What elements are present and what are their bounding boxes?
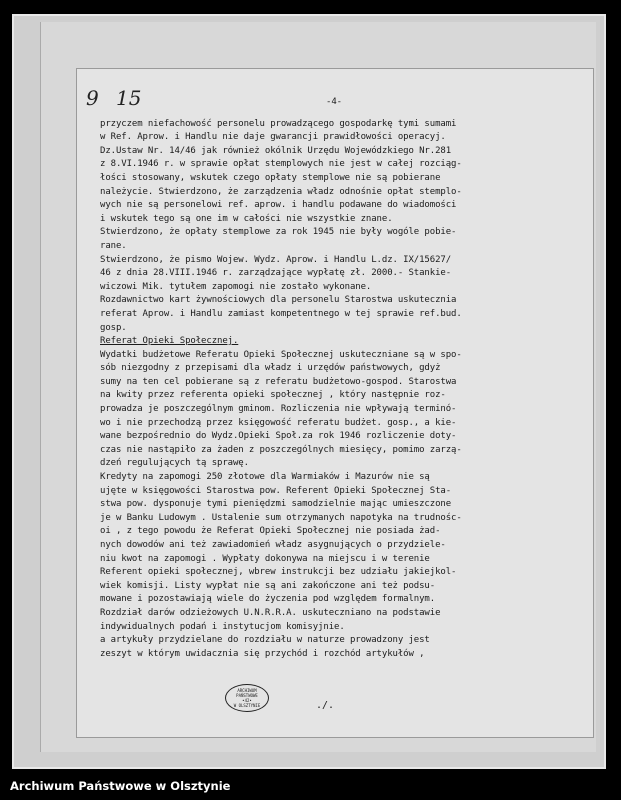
text-line [100, 539, 568, 553]
text-lines [100, 118, 568, 662]
text-line [100, 213, 568, 227]
text-line [100, 172, 568, 186]
text-line [100, 199, 568, 213]
footer-sign: ./. [316, 700, 335, 711]
text-line [100, 267, 568, 281]
text-line [100, 389, 568, 403]
text-line [100, 281, 568, 295]
text-line-content: przyczem niefachowość personelu prowadzącego gospodarkę tymi sumami [100, 118, 457, 129]
text-line [100, 566, 568, 580]
margin-note-first: 9 [86, 86, 99, 110]
text-line [100, 580, 568, 594]
text-line [100, 471, 568, 485]
text-line-content: mowane i pozostawiają wiele do życzenia pod względem formalnym. [100, 594, 436, 605]
text-line [100, 131, 568, 145]
text-line [100, 403, 568, 417]
text-line [100, 634, 568, 648]
text-line-content: indywidualnych podań i instytucjom komisyjnie. [100, 621, 345, 632]
text-line [100, 485, 568, 499]
text-line-content: Rozdawnictwo kart żywnościowych dla personelu Starostwa uskutecznia [100, 295, 457, 306]
text-line-content: Dz.Ustaw Nr. 14/46 jak również okólnik Urzędu Wojewódzkiego Nr.281 [100, 145, 452, 156]
text-line-content: ujęte w księgowości Starostwa pow. Referent Opieki Społecznej Sta- [100, 485, 452, 496]
stamp-line: ARCHIWUM PAŃSTWOWE [236, 688, 258, 698]
text-line [100, 593, 568, 607]
text-line [100, 553, 568, 567]
text-line [100, 186, 568, 200]
text-line [100, 240, 568, 254]
text-line [100, 362, 568, 376]
text-line-content: prowadza je poszczególnym gminom. Rozliczenia nie wpływają terminó- [100, 404, 457, 415]
text-line-content: rane. [100, 240, 127, 251]
text-line-content: stwa pow. dysponuje tymi pieniędzmi samodzielnie mając umieszczone [100, 499, 452, 510]
text-line-content: na kwity przez referenta opieki społecznej , który następnie roz- [100, 390, 446, 401]
text-line-content: Wydatki budżetowe Referatu Opieki Społecznej uskuteczniane są w spo- [100, 349, 462, 360]
text-line [100, 308, 568, 322]
text-line-content: wiczowi Mik. tytułem zapomogi nie zostało wykonane. [100, 281, 372, 292]
text-line [100, 376, 568, 390]
text-line-content: dzeń regulujących tą sprawę. [100, 458, 249, 469]
stamp-line: •42• [242, 698, 252, 703]
stamp-line: W OLSZTYNIE [233, 703, 261, 708]
section-heading [100, 335, 568, 349]
text-line [100, 648, 568, 662]
text-line-content: czas nie nastąpiło za żaden z poszczególnych miesięcy, pomimo zarzą- [100, 444, 462, 455]
text-line [100, 498, 568, 512]
text-line [100, 118, 568, 132]
text-line-content: Stwierdzono, że opłaty stemplowe za rok 1945 nie były wogóle pobie- [100, 227, 457, 238]
text-line-content: należycie. Stwierdzono, że zarządzenia władz odnośnie opłat stemplo- [100, 186, 462, 197]
archive-stamp [225, 684, 269, 712]
text-line-content: Stwierdzono, że pismo Wojew. Wydz. Aprow. i Handlu L.dz. IX/15627/ [100, 254, 452, 265]
text-line-content: sumy na ten cel pobierane są z referatu budżetowo-gospod. Starostwa [100, 376, 457, 387]
text-line [100, 525, 568, 539]
text-line-content: 46 z dnia 28.VIII.1946 r. zarządzające wypłatę zł. 2000.- Stankie- [100, 268, 452, 279]
text-line-content: wane bezpośrednio do Wydz.Opieki Społ.za rok 1946 rozliczenie doty- [100, 431, 457, 442]
text-line [100, 457, 568, 471]
text-line-content: Kredyty na zapomogi 250 złotowe dla Warmiaków i Mazurów nie są [100, 472, 430, 483]
text-line [100, 430, 568, 444]
text-line-content: Rozdział darów odzieżowych U.N.R.R.A. uskuteczniano na podstawie [100, 607, 441, 618]
text-line-content: w Ref. Aprow. i Handlu nie daje gwarancji prawidłowości operacyj. [100, 132, 446, 143]
text-line-content: gosp. [100, 322, 127, 333]
text-line-content: Referent opieki społecznej, wbrew instrukcji bez udziału jakiejkol- [100, 567, 457, 578]
page-number: -4- [326, 97, 342, 107]
text-line-content: wo i nie przechodzą przez księgowość referatu budżet. gosp., a kie- [100, 417, 457, 428]
text-line [100, 444, 568, 458]
text-line-content: a artykuły przydzielane do rozdziału w naturze prowadzony jest [100, 635, 430, 646]
text-line-content: z 8.VI.1946 r. w sprawie opłat stemplowych nie jest w całej rozciąg- [100, 159, 462, 170]
text-line [100, 417, 568, 431]
archive-caption: Archiwum Państwowe w Olsztynie [10, 779, 231, 793]
text-line-content: je w Banku Ludowym . Ustalenie sum otrzymanych napotyka na trudnośc- [100, 512, 462, 523]
text-line [100, 621, 568, 635]
text-line [100, 512, 568, 526]
text-line-content: wiek komisji. Listy wypłat nie są ani zakończone ani też podsu- [100, 580, 436, 591]
text-line [100, 145, 568, 159]
text-line-content: i wskutek tego są one im w całości nie wszystkie znane. [100, 213, 393, 224]
margin-note-second: 15 [116, 86, 142, 110]
text-line [100, 226, 568, 240]
text-line-content: łości stosowany, wskutek czego opłaty stemplowe nie są pobierane [100, 172, 441, 183]
text-line [100, 254, 568, 268]
text-line-content: sób niezgodny z przepisami dla władz i urzędów państwowych, gdyż [100, 363, 441, 374]
text-line [100, 349, 568, 363]
text-line-content: oi , z tego powodu że Referat Opieki Społecznej nie posiada żad- [100, 526, 441, 537]
text-line [100, 322, 568, 336]
text-line-content: niu kwot na zapomogi . Wypłaty dokonywa na miejscu i w terenie [100, 553, 430, 564]
text-line [100, 607, 568, 621]
text-line-content: referat Aprow. i Handlu zamiast kompetentnego w tej sprawie ref.bud. [100, 308, 462, 319]
text-line [100, 158, 568, 172]
text-line-content: Referat Opieki Społecznej. [100, 336, 239, 347]
text-line [100, 294, 568, 308]
text-line-content: wych nie są personelowi ref. aprow. i handlu podawane do wiadomości [100, 200, 457, 211]
text-line-content: zeszyt w którym uwidacznia się przychód i rozchód artykułów , [100, 648, 425, 659]
document-text [100, 96, 568, 661]
text-line-content: nych dowodów ani też zawiadomień władz asygnujących o przydziele- [100, 540, 446, 550]
